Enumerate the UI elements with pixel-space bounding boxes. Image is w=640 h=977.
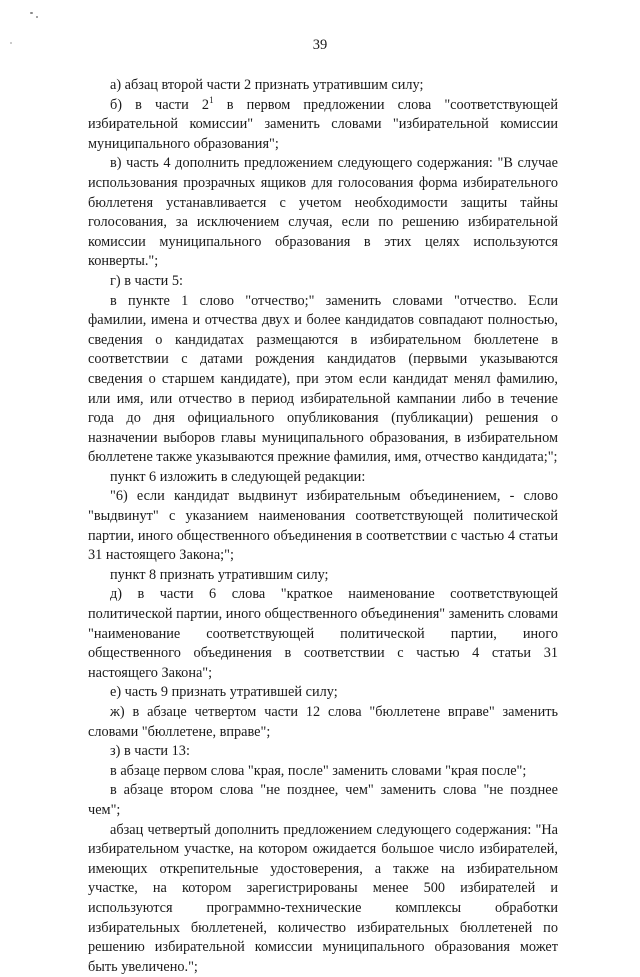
- document-body: [88, 76, 558, 977]
- scan-speck: [30, 12, 33, 14]
- paragraph-z-second: в абзаце втором слова "не позднее, чем" заменить слова "не позднее чем";: [88, 782, 558, 818]
- paragraph-z-fourth: абзац четвертый дополнить предложением следующего содержания: "На избирательном участке, на котором ожидается большое число избирателей, имеющих открепительные удостоверения, а также на избирательном участке, на котором зарегистрированы менее 500 избирателей и используются программно-технические комплексы обработки избирательных бюллетеней, количество избирательных бюллетеней по решению избирательной комиссии муниципального образования может быть увеличено.";: [88, 821, 558, 975]
- paragraph-g-item6: пункт 6 изложить в следующей редакции:: [110, 468, 366, 485]
- paragraph-zh: ж) в абзаце четвертом части 12 слова "бюллетене вправе" заменить словами "бюллетене, вправе";: [88, 704, 558, 740]
- paragraph-g-item1: в пункте 1 слово "отчество;" заменить словами "отчество. Если фамилии, имена и отчества двух и более кандидатов совпадают полностью, сведения о кандидатах размещаются в избирательном бюллетене в соответствии с датами рождения кандидатов (первыми указываются сведения о старшем кандидате), при этом если кандидат менял фамилию, или имя, или отчество в период избирательной кампании либо в течение года до дня официального опубликования (публикации) решения о назначении выборов главы муниципального образования, в избирательном бюллетене также указываются прежние фамилия, имя, отчество кандидата;";: [88, 292, 558, 466]
- paragraph-e: е) часть 9 признать утратившей силу;: [110, 684, 338, 701]
- page-number: 39: [312, 37, 328, 53]
- paragraph-b: б) в части $2^1$ в первом предложении слова "соответствующей избирательной комиссии" заменить словами "избирательной комиссии муниципального образования";: [88, 94, 558, 152]
- paragraph-a: а) абзац второй части 2 признать утратившим силу;: [110, 77, 424, 93]
- scan-speck: [36, 16, 38, 18]
- paragraph-g-item6-text: "6) если кандидат выдвинут избирательным объединением, - слово "выдвинут" с указанием наименования соответствующей политической партии, иного общественного объединения в соответствии с частью 4 статьи 31 настоящего Закона;";: [88, 488, 558, 564]
- paragraph-v: в) часть 4 дополнить предложением следующего содержания: "В случае использования прозрачных ящиков для голосования форма избирательного бюллетеня устанавливается с учетом необходимости защиты тайны голосования, за исключением случая, если по решению избирательной комиссии муниципального образования в этих целях используются конверты.";: [88, 155, 558, 270]
- paragraph-z-first: в абзаце первом слова "края, после" заменить словами "края после";: [110, 762, 527, 779]
- paragraph-g: г) в части 5:: [110, 272, 183, 289]
- paragraph-g-item8: пункт 8 признать утратившим силу;: [110, 566, 329, 583]
- paragraph-z: з) в части 13:: [110, 743, 190, 760]
- paragraph-d: д) в части 6 слова "краткое наименование соответствующей политической партии, иного общественного объединения" заменить словами "наименование соответствующей политической партии, иного общественного объединения в соответствии с частью 4 статьи 31 настоящего Закона";: [88, 586, 558, 681]
